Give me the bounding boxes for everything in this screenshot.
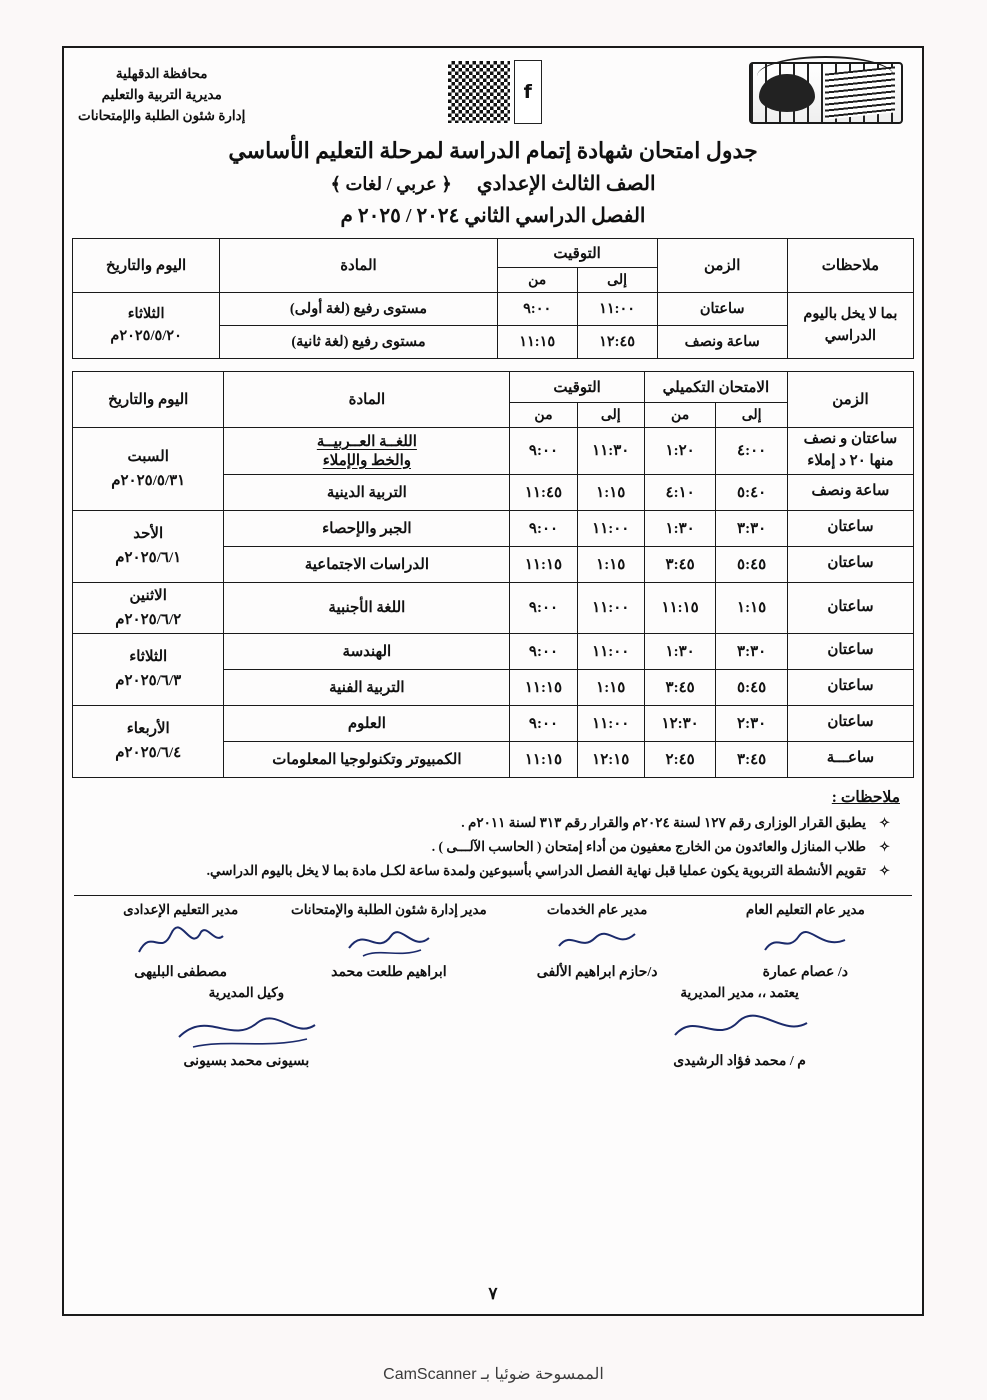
- cell-time-from: ١١:١٥: [510, 741, 577, 777]
- col-time-from: من: [497, 268, 577, 293]
- cell-subject: مستوى رفيع (لغة أولى): [220, 293, 498, 326]
- table-row: [73, 510, 914, 546]
- col-subject: المادة: [224, 372, 510, 428]
- signatures-row-2: [72, 981, 914, 1070]
- day-name: الاثنين: [129, 587, 167, 604]
- cell-day-date: [73, 293, 220, 359]
- cell-supp-to: ٥:٤٥: [716, 546, 787, 582]
- signature-block: [575, 985, 904, 1070]
- day-date: ٢٠٢٥/٦/٤م: [115, 745, 182, 761]
- table-row: [73, 705, 914, 741]
- advanced-level-table: [72, 238, 914, 359]
- signer-name: بسيونى محمد بسيونى: [183, 1054, 310, 1070]
- cell-subject: الجبر والإحصاء: [224, 510, 510, 546]
- signature-block: [290, 902, 487, 981]
- signer-role: مدير عام التعليم العام: [745, 902, 865, 918]
- cell-time-from: ٩:٠٠: [510, 428, 577, 475]
- cell-day-date: [73, 633, 224, 705]
- signer-name: ابراهيم طلعت محمد: [331, 965, 447, 981]
- signature-block: [707, 902, 904, 981]
- cell-duration: ساعة ونصف: [657, 326, 787, 359]
- cell-supp-from: ٢:٤٥: [644, 741, 715, 777]
- cell-duration: ساعة ونصف: [787, 474, 913, 510]
- subject-line-1: اللغــة العــربيــة: [316, 433, 417, 450]
- cell-supp-from: ١:٣٠: [644, 510, 715, 546]
- col-duration: الزمن: [657, 239, 787, 293]
- subject-line-2: والخط والإملاء: [322, 452, 411, 469]
- day-date: ٢٠٢٥/٦/٢م: [115, 611, 182, 628]
- cell-time-to: ١٢:٤٥: [577, 326, 657, 359]
- cell-time-from: ٩:٠٠: [510, 705, 577, 741]
- cell-subject: الهندسة: [224, 633, 510, 669]
- note-bullet-icon: ✧: [879, 838, 890, 854]
- signer-name: د/حازم ابراهيم الألفى: [536, 965, 658, 981]
- cell-time-from: ٩:٠٠: [497, 293, 577, 326]
- note-bullet-icon: ✧: [879, 814, 890, 830]
- cell-subject: مستوى رفيع (لغة ثانية): [220, 326, 498, 359]
- signature-mark: [82, 918, 279, 964]
- table-header-row: [73, 239, 914, 268]
- table-row: [73, 633, 914, 669]
- page-number: ٧: [488, 1284, 498, 1303]
- term-line: الفصل الدراسي الثاني ٢٠٢٤ / ٢٠٢٥ م: [340, 205, 646, 227]
- cell-supp-to: ٣:٣٠: [716, 633, 787, 669]
- col-day-date: اليوم والتاريخ: [73, 239, 220, 293]
- col-time-to: إلى: [577, 268, 657, 293]
- cell-time-from: ٩:٠٠: [510, 510, 577, 546]
- col-supplementary: الامتحان التكميلي: [644, 372, 787, 403]
- col-time-from: من: [510, 403, 577, 428]
- branch-label: ﴿ عربي / لغات ﴾: [330, 174, 452, 194]
- cell-duration: ساعتان: [657, 293, 787, 326]
- signer-role: وكيل المديرية: [208, 985, 285, 1001]
- notes-title: ملاحظات :: [831, 788, 900, 806]
- cell-supp-to: ٣:٤٥: [716, 741, 787, 777]
- cell-time-to: ١:١٥: [577, 546, 644, 582]
- cell-subject: [224, 428, 510, 475]
- cell-time-from: ١١:٤٥: [510, 474, 577, 510]
- cell-time-to: ١١:٠٠: [577, 510, 644, 546]
- table-header-row: [73, 372, 914, 403]
- cell-time-to: ١١:٠٠: [577, 705, 644, 741]
- day-name: الثلاثاء: [129, 649, 168, 665]
- duration-line-1: ساعتان و نصف: [803, 431, 898, 447]
- handwritten-signature-icon: [759, 922, 851, 962]
- authority-line-1: محافظة الدقهلية: [115, 66, 208, 81]
- page-title: جدول امتحان شهادة إتمام الدراسة لمرحلة التعليم الأساسي: [228, 138, 758, 163]
- cell-duration: ساعتان: [787, 546, 913, 582]
- ministry-logo: [743, 58, 908, 128]
- cell-time-to: ١١:٠٠: [577, 633, 644, 669]
- cell-supp-from: ١:٢٠: [644, 428, 715, 475]
- exam-schedule-sheet: [62, 46, 924, 1316]
- note-text: طلاب المنازل والعائدون من الخارج معفيون من أداء إمتحان ( الحاسب الآلـــى ) .: [431, 838, 866, 854]
- col-supp-to: إلى: [716, 403, 787, 428]
- signature-block: [82, 985, 411, 1070]
- facebook-icon: f: [514, 60, 542, 124]
- authority-line-3: إدارة شئون الطلبة والإمتحانات: [78, 107, 246, 123]
- signature-mark: [82, 1001, 411, 1053]
- qr-block: [447, 58, 542, 124]
- cell-supp-from: ٣:٤٥: [644, 669, 715, 705]
- day-date: ٢٠٢٥/٦/١م: [115, 550, 182, 566]
- document-titles: [72, 136, 914, 238]
- cell-time-from: ١١:١٥: [510, 669, 577, 705]
- day-date: ٢٠٢٥/٦/٣م: [115, 673, 182, 689]
- authority-line-2: مديرية التربية والتعليم: [101, 86, 222, 102]
- cell-time-to: ١:١٥: [577, 474, 644, 510]
- qr-code-icon: [447, 60, 511, 124]
- signature-mark: [575, 1001, 904, 1053]
- cell-subject: الدراسات الاجتماعية: [224, 546, 510, 582]
- day-name: السبت: [127, 448, 169, 465]
- cell-time-to: ١٢:١٥: [577, 741, 644, 777]
- cell-duration: ساعتان: [787, 510, 913, 546]
- signer-role: يعتمد ،، مدير المديرية: [680, 985, 799, 1001]
- signature-mark: [290, 918, 487, 964]
- cell-supp-from: ٤:١٠: [644, 474, 715, 510]
- signer-name: د/ عصام عمارة: [762, 965, 849, 981]
- cell-supp-to: ٤:٠٠: [716, 428, 787, 475]
- cell-supp-to: ٢:٣٠: [716, 705, 787, 741]
- cell-time-to: ١١:٠٠: [577, 582, 644, 633]
- cell-note: بما لا يخل باليوم الدراسي: [787, 293, 913, 359]
- col-timing: التوقيت: [510, 372, 645, 403]
- col-timing: التوقيت: [497, 239, 657, 268]
- cell-supp-to: ٣:٣٠: [716, 510, 787, 546]
- signer-role: مدير التعليم الإعدادى: [123, 902, 239, 918]
- day-name: الثلاثاء: [127, 305, 165, 322]
- table-row: [73, 582, 914, 633]
- signature-block: [499, 902, 696, 981]
- note-bullet-icon: ✧: [879, 863, 890, 878]
- crest-arc-text: [757, 56, 894, 76]
- cell-time-from: ١١:١٥: [510, 546, 577, 582]
- note-text: تقويم الأنشطة التربوية يكون عمليا قبل نهاية الفصل الدراسي بأسبوعين ولمدة ساعة لكـل مادة بما لا يخل باليوم الدراسي.: [206, 863, 866, 878]
- signer-role: مدير إدارة شئون الطلبة والإمتحانات: [290, 902, 487, 918]
- note-item: [78, 813, 900, 833]
- signatures-row-1: [72, 896, 914, 981]
- main-exam-table: [72, 371, 914, 778]
- day-name: الأحد: [133, 526, 164, 542]
- cell-duration: ساعتان: [787, 669, 913, 705]
- signature-block: [82, 902, 279, 981]
- cell-supp-to: ١:١٥: [716, 582, 787, 633]
- col-duration: الزمن: [787, 372, 913, 428]
- note-item: [78, 837, 900, 857]
- col-subject: المادة: [220, 239, 498, 293]
- handwritten-signature-icon: [135, 922, 227, 962]
- cell-supp-from: ١١:١٥: [644, 582, 715, 633]
- cell-subject: الكمبيوتر وتكنولوجيا المعلومات: [224, 741, 510, 777]
- cell-supp-from: ١٢:٣٠: [644, 705, 715, 741]
- handwritten-signature-icon: [343, 922, 435, 962]
- cell-duration: ساعـــة: [787, 741, 913, 777]
- cell-time-from: ٩:٠٠: [510, 582, 577, 633]
- signer-name: م / محمد فؤاد الرشيدى: [673, 1054, 806, 1070]
- note-text: يطبق القرار الوزارى رقم ١٢٧ لسنة ٢٠٢٤م والقرار رقم ٣١٣ لسنة ٢٠١١م .: [461, 814, 866, 830]
- cell-subject: العلوم: [224, 705, 510, 741]
- signature-mark: [707, 918, 904, 964]
- col-time-to: إلى: [577, 403, 644, 428]
- duration-line-2: منها ٢٠ د إملاء: [807, 452, 894, 469]
- note-item: [78, 861, 900, 881]
- cell-day-date: [73, 582, 224, 633]
- handwritten-signature-icon: [551, 922, 643, 962]
- cell-time-to: ١١:٣٠: [577, 428, 644, 475]
- cell-subject: التربية الدينية: [224, 474, 510, 510]
- cell-supp-from: ١:٣٠: [644, 633, 715, 669]
- cell-time-from: ٩:٠٠: [510, 633, 577, 669]
- signer-role: مدير عام الخدمات: [546, 902, 648, 918]
- cell-day-date: [73, 705, 224, 777]
- cell-supp-to: ٥:٤٥: [716, 669, 787, 705]
- day-date: ٢٠٢٥/٥/٢٠م: [110, 327, 182, 344]
- signature-mark: [499, 918, 696, 964]
- cell-time-to: ١١:٠٠: [577, 293, 657, 326]
- document-header: [72, 54, 914, 136]
- camscanner-brand: CamScanner: [383, 1366, 477, 1383]
- col-supp-from: من: [644, 403, 715, 428]
- cell-duration: ساعتان: [787, 582, 913, 633]
- col-day-date: اليوم والتاريخ: [73, 372, 224, 428]
- cell-duration: ساعتان: [787, 705, 913, 741]
- scanned-label: الممسوحة ضوئيا بـ: [480, 1366, 604, 1383]
- cell-day-date: [73, 510, 224, 582]
- table-row: [73, 428, 914, 475]
- cell-time-from: ١١:١٥: [497, 326, 577, 359]
- cell-supp-to: ٥:٤٠: [716, 474, 787, 510]
- cell-duration: ساعتان: [787, 633, 913, 669]
- cell-duration: [787, 428, 913, 475]
- cell-subject: اللغة الأجنبية: [224, 582, 510, 633]
- col-notes: ملاحظات: [787, 239, 913, 293]
- grade-label: الصف الثالث الإعدادي: [476, 173, 656, 195]
- signer-name: مصطفى البليهى: [134, 965, 228, 981]
- camscanner-watermark: [0, 1364, 987, 1384]
- notes-section: [72, 778, 914, 890]
- handwritten-signature-icon: [665, 1005, 815, 1053]
- cell-supp-from: ٣:٤٥: [644, 546, 715, 582]
- day-name: الأربعاء: [126, 721, 170, 737]
- cell-subject: التربية الفنية: [224, 669, 510, 705]
- grade-line: [72, 171, 914, 196]
- issuing-authority: [78, 58, 245, 127]
- handwritten-signature-icon: [171, 1005, 321, 1053]
- cell-day-date: [73, 428, 224, 511]
- table-row: [73, 293, 914, 326]
- day-date: ٢٠٢٥/٥/٣١م: [111, 472, 186, 489]
- cell-time-to: ١:١٥: [577, 669, 644, 705]
